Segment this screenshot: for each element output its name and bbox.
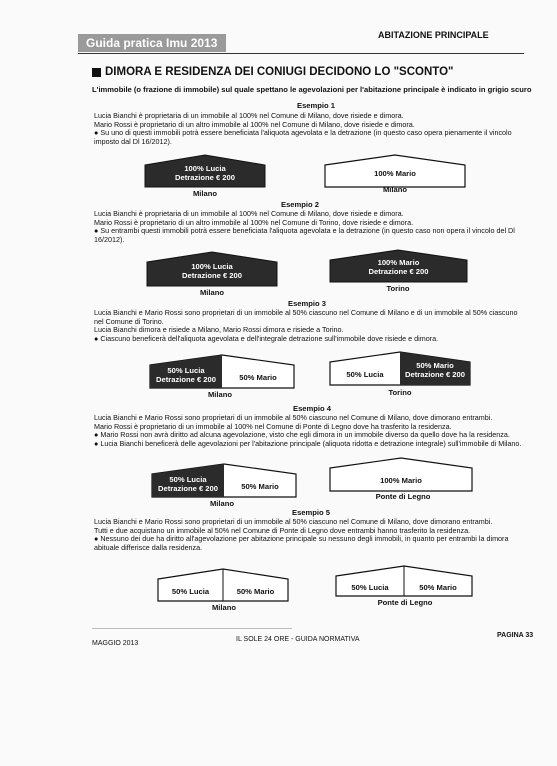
house-4b xyxy=(330,458,472,491)
example-4-line-1: Lucia Bianchi e Mario Rossi sono proprietari di un immobile al 50% ciascuno nel Comune di Milano, dove dimorano entrambi. xyxy=(94,413,493,422)
section-title: ABITAZIONE PRINCIPALE xyxy=(378,30,489,40)
house-3b xyxy=(330,352,470,385)
house-2b-text-2: Detrazione € 200 xyxy=(368,267,429,276)
example-1-line-3: ● Su uno di questi immobili potrà essere beneficiata l'aliquota agevolata e la detrazione (in questo caso opera pienamente il vincolo imposto dal Dl 16/2012). xyxy=(94,128,512,146)
house-3a-right-text-1: 50% Mario xyxy=(239,373,277,382)
example-4-line-4: ● Lucia Bianchi beneficerà delle agevolazioni per l'abitazione principale (aliquota ridotta e detrazione integrale) sull'immobile di Milano. xyxy=(94,438,522,448)
house-3a xyxy=(150,355,294,388)
house-1b-text-1: 100% Mario xyxy=(374,169,416,178)
house-4b-shape xyxy=(330,458,472,491)
guide-title: Guida pratica Imu 2013 xyxy=(86,36,218,50)
house-5b-left-text-1: 50% Lucia xyxy=(351,583,389,592)
house-3b-label: Torino xyxy=(388,388,412,397)
example-1-line-1: Lucia Bianchi è proprietaria di un immobile al 100% nel Comune di Milano, dove risiede e dimora. xyxy=(94,111,404,120)
house-2a-text-1: 100% Lucia xyxy=(191,262,233,271)
house-3b-left-text-1: 50% Lucia xyxy=(346,370,384,379)
example-3-line-2: Lucia Bianchi dimora e risiede a Milano, Mario Rossi dimora e risiede a Torino. xyxy=(94,325,344,334)
example-2-line-3: ● Su entrambi questi immobili potrà essere beneficiata l'aliquota agevolata e la detrazione (in questo caso non opera il vincolo del Dl 16/2012). xyxy=(94,226,515,244)
house-5a-right-text-1: 50% Mario xyxy=(236,587,275,596)
example-5-text xyxy=(94,518,524,552)
example-1-text xyxy=(94,112,524,146)
house-3a-left-text-1: 50% Lucia xyxy=(167,366,205,375)
house-2b xyxy=(330,250,467,282)
example-3-line-3: ● Ciascuno beneficerà dell'aliquota agevolata e dell'integrale detrazione sull'immobile dove risiede e dimora. xyxy=(94,333,439,343)
example-4-text xyxy=(94,414,524,448)
page-subtitle: L'immobile (o frazione di immobile) sul quale spettano le agevolazioni per l'abitazione principale è indicato in grigio scuro xyxy=(92,85,532,94)
house-5b-right-text-1: 50% Mario xyxy=(419,583,457,592)
house-5a-left-text-1: 50% Lucia xyxy=(171,587,210,596)
house-4a-left-text-1: 50% Lucia xyxy=(169,475,207,484)
example-2-text xyxy=(94,210,524,244)
house-1a-label: Milano xyxy=(192,189,218,198)
house-4a-right-text-1: 50% Mario xyxy=(241,482,279,491)
page-title-text: DIMORA E RESIDENZA DEI CONIUGI DECIDONO LO "SCONTO" xyxy=(105,66,454,78)
house-4a xyxy=(152,464,296,497)
house-4a-left-text-2: Detrazione € 200 xyxy=(158,484,218,493)
house-4a-label: Milano xyxy=(209,499,235,508)
house-3a-label: Milano xyxy=(207,390,233,399)
example-4-title: Esempio 4 xyxy=(293,404,331,413)
house-5b xyxy=(336,566,472,596)
example-4-line-2: Mario Rossi è proprietario di un immobile al 100% nel Comune di Ponte di Legno dove ha trasferito la residenza. xyxy=(94,421,452,431)
house-3a-left-text-2: Detrazione € 200 xyxy=(156,375,216,384)
example-5-title: Esempio 5 xyxy=(292,508,330,517)
example-5-line-3: ● Nessuno dei due ha diritto all'agevolazione per abitazione principale su nessuno degli immobili, in quanto per entrambi la dimora abituale differisce dalla residenza. xyxy=(94,534,509,552)
header-divider xyxy=(78,53,524,54)
footer-page-number: PAGINA 33 xyxy=(497,632,534,639)
house-1b-label: Milano xyxy=(382,185,408,194)
house-4b-text-1: 100% Mario xyxy=(380,476,422,485)
footer-date: MAGGIO 2013 xyxy=(92,640,139,647)
house-5b-label: Ponte di Legno xyxy=(377,598,433,607)
house-2a xyxy=(147,252,277,286)
house-2b-text-1: 100% Mario xyxy=(377,258,420,267)
house-5a-shape xyxy=(158,569,288,601)
footer-publisher: IL SOLE 24 ORE - GUIDA NORMATIVA xyxy=(236,636,360,643)
house-5a xyxy=(158,569,288,601)
example-1-line-2: Mario Rossi è proprietario di un altro immobile al 100% nel Comune di Milano, dove risiede e dimora. xyxy=(94,119,415,129)
example-3-text xyxy=(94,309,524,343)
house-3b-right-text-1: 50% Mario xyxy=(416,361,454,370)
example-4-line-3: ● Mario Rossi non avrà diritto ad alcuna agevolazione, visto che egli dimora in un immobile diverso da quello dove ha la residenza. xyxy=(94,430,510,439)
example-2-line-2: Mario Rossi è proprietario di un altro immobile al 100% nel Comune di Torino, dove risiede e dimora. xyxy=(94,217,414,227)
house-5a-label: Milano xyxy=(211,603,237,612)
guide-title-banner xyxy=(78,34,226,52)
house-1a-text-1: 100% Lucia xyxy=(184,164,226,173)
house-1b xyxy=(325,155,465,187)
example-5-line-2: Tutti e due acquistano un immobile al 50% nel Comune di Ponte di Legno dove entrambi hanno trasferito la residenza. xyxy=(94,525,471,535)
example-2-line-1: Lucia Bianchi è proprietaria di un immobile al 100% nel Comune di Milano, dove risiede e dimora. xyxy=(94,209,404,218)
page-title xyxy=(92,66,453,78)
example-2-title: Esempio 2 xyxy=(281,200,319,209)
house-2a-label: Milano xyxy=(199,288,225,297)
footer-divider xyxy=(92,628,292,629)
example-5-line-1: Lucia Bianchi e Mario Rossi sono proprietari di un immobile al 50% ciascuno nel Comune di Milano, dove dimorano entrambi. xyxy=(94,517,493,526)
example-3-title: Esempio 3 xyxy=(288,299,326,308)
house-1a xyxy=(145,155,265,187)
example-1-title: Esempio 1 xyxy=(297,101,335,110)
house-2a-text-2: Detrazione € 200 xyxy=(182,271,242,280)
house-3b-right-text-2: Detrazione € 200 xyxy=(405,370,465,379)
example-3-line-1: Lucia Bianchi e Mario Rossi sono proprietari di un immobile al 50% ciascuno nel Comune di Milano e di un immobile al 50% ciascuno nel Comune di Torino. xyxy=(94,308,518,326)
house-1a-text-2: Detrazione € 200 xyxy=(175,173,235,182)
house-4b-label: Ponte di Legno xyxy=(375,492,431,501)
house-2b-label: Torino xyxy=(386,284,410,293)
